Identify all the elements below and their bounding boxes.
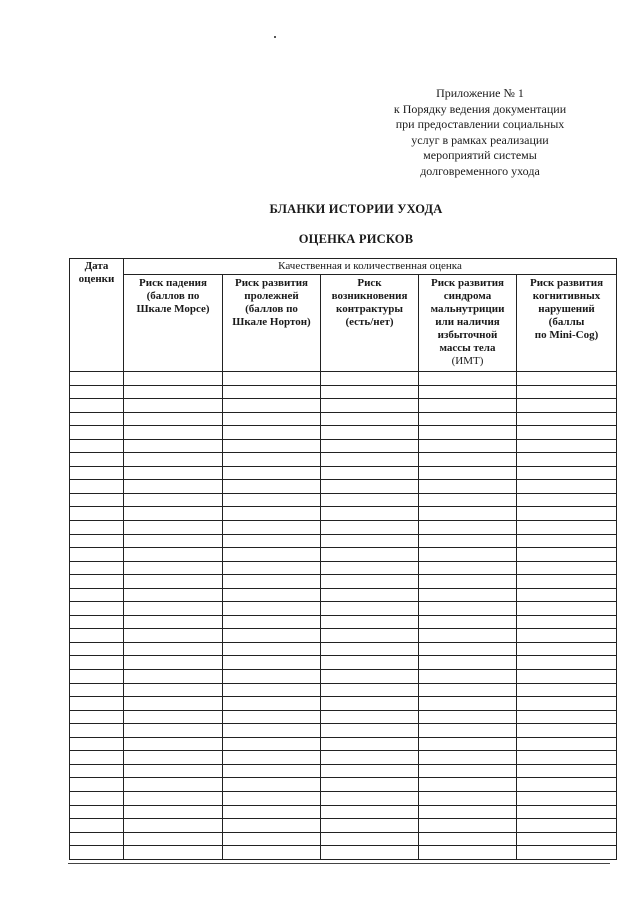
score-cell[interactable]	[223, 832, 321, 846]
score-cell[interactable]	[124, 507, 223, 521]
score-cell[interactable]	[124, 642, 223, 656]
score-cell[interactable]	[124, 521, 223, 535]
appendix-line: при предоставлении социальных	[395, 117, 565, 131]
score-cell[interactable]	[419, 385, 517, 399]
score-cell[interactable]	[419, 561, 517, 575]
score-cell[interactable]	[517, 493, 617, 507]
score-cell[interactable]	[321, 372, 419, 386]
table-row	[70, 737, 617, 751]
score-cell[interactable]	[517, 575, 617, 589]
date-cell[interactable]	[70, 642, 124, 656]
score-cell[interactable]	[517, 805, 617, 819]
score-cell[interactable]	[419, 521, 517, 535]
score-cell[interactable]	[124, 791, 223, 805]
score-cell[interactable]	[223, 602, 321, 616]
date-cell[interactable]	[70, 507, 124, 521]
contracture-risk-header	[321, 275, 419, 372]
score-cell[interactable]	[124, 453, 223, 467]
score-cell[interactable]	[223, 805, 321, 819]
table-row	[70, 399, 617, 413]
header-line: возникновения	[331, 290, 408, 302]
score-cell[interactable]	[517, 819, 617, 833]
score-cell[interactable]	[419, 507, 517, 521]
score-cell[interactable]	[517, 670, 617, 684]
score-cell[interactable]	[223, 466, 321, 480]
score-cell[interactable]	[124, 805, 223, 819]
score-cell[interactable]	[419, 588, 517, 602]
score-cell[interactable]	[223, 819, 321, 833]
score-cell[interactable]	[517, 778, 617, 792]
score-cell[interactable]	[223, 751, 321, 765]
date-cell[interactable]	[70, 629, 124, 643]
score-cell[interactable]	[321, 412, 419, 426]
score-cell[interactable]	[321, 561, 419, 575]
table-row	[70, 561, 617, 575]
table-row	[70, 602, 617, 616]
score-cell[interactable]	[124, 466, 223, 480]
score-cell[interactable]	[223, 480, 321, 494]
date-cell[interactable]	[70, 493, 124, 507]
score-cell[interactable]	[419, 615, 517, 629]
date-cell[interactable]	[70, 710, 124, 724]
score-cell[interactable]	[321, 656, 419, 670]
header-line: (ИМТ)	[451, 355, 484, 367]
score-cell[interactable]	[223, 615, 321, 629]
score-cell[interactable]	[223, 575, 321, 589]
date-cell[interactable]	[70, 575, 124, 589]
score-cell[interactable]	[517, 426, 617, 440]
appendix-note	[360, 86, 600, 179]
cognitive-risk-header	[517, 275, 617, 372]
score-cell[interactable]	[223, 507, 321, 521]
footer-rule	[68, 863, 610, 864]
score-cell[interactable]	[124, 710, 223, 724]
date-column-header	[70, 259, 124, 372]
date-cell[interactable]	[70, 697, 124, 711]
table-row	[70, 670, 617, 684]
table-row	[70, 575, 617, 589]
header-line: Риск развития	[529, 277, 604, 289]
score-cell[interactable]	[223, 724, 321, 738]
score-cell[interactable]	[223, 629, 321, 643]
score-cell[interactable]	[124, 480, 223, 494]
score-cell[interactable]	[321, 724, 419, 738]
score-cell[interactable]	[124, 399, 223, 413]
score-cell[interactable]	[517, 832, 617, 846]
header-line: когнитивных	[532, 290, 601, 302]
table-row	[70, 507, 617, 521]
date-cell[interactable]	[70, 819, 124, 833]
date-cell[interactable]	[70, 385, 124, 399]
score-cell[interactable]	[517, 372, 617, 386]
score-cell[interactable]	[517, 710, 617, 724]
score-cell[interactable]	[419, 791, 517, 805]
score-cell[interactable]	[321, 751, 419, 765]
date-cell[interactable]	[70, 453, 124, 467]
score-cell[interactable]	[124, 534, 223, 548]
score-cell[interactable]	[124, 683, 223, 697]
score-cell[interactable]	[321, 466, 419, 480]
score-cell[interactable]	[419, 412, 517, 426]
score-cell[interactable]	[223, 697, 321, 711]
appendix-line: мероприятий системы	[423, 148, 537, 162]
appendix-line: услуг в рамках реализации	[411, 132, 549, 147]
score-cell[interactable]	[321, 670, 419, 684]
score-cell[interactable]	[124, 439, 223, 453]
header-line: пролежней	[244, 290, 299, 302]
header-line: мальнутриции	[430, 303, 505, 315]
table-row	[70, 385, 617, 399]
score-cell[interactable]	[124, 548, 223, 562]
score-cell[interactable]	[321, 385, 419, 399]
score-cell[interactable]	[124, 832, 223, 846]
score-cell[interactable]	[223, 670, 321, 684]
score-cell[interactable]	[321, 453, 419, 467]
date-cell[interactable]	[70, 751, 124, 765]
date-cell[interactable]	[70, 466, 124, 480]
score-cell[interactable]	[321, 493, 419, 507]
score-cell[interactable]	[124, 670, 223, 684]
score-cell[interactable]	[223, 642, 321, 656]
score-cell[interactable]	[124, 751, 223, 765]
document-title: БЛАНКИ ИСТОРИИ УХОДА	[269, 202, 443, 216]
score-cell[interactable]	[223, 710, 321, 724]
score-cell[interactable]	[419, 602, 517, 616]
score-cell[interactable]	[517, 588, 617, 602]
score-cell[interactable]	[419, 710, 517, 724]
table-row	[70, 656, 617, 670]
table-row	[70, 615, 617, 629]
scan-speck	[274, 36, 276, 38]
header-line: Риск развития	[430, 277, 505, 289]
pressure-ulcer-risk-header	[223, 275, 321, 372]
score-cell[interactable]	[124, 737, 223, 751]
score-cell[interactable]	[223, 683, 321, 697]
score-cell[interactable]	[517, 724, 617, 738]
score-cell[interactable]	[419, 642, 517, 656]
table-row	[70, 453, 617, 467]
score-cell[interactable]	[321, 588, 419, 602]
date-cell[interactable]	[70, 372, 124, 386]
date-cell[interactable]	[70, 724, 124, 738]
table-row	[70, 778, 617, 792]
score-cell[interactable]	[321, 710, 419, 724]
score-cell[interactable]	[223, 778, 321, 792]
score-cell[interactable]	[517, 764, 617, 778]
table-body	[70, 372, 617, 860]
score-cell[interactable]	[223, 846, 321, 860]
table-row	[70, 710, 617, 724]
group-header: Качественная и количественная оценка	[124, 259, 617, 275]
section-title: ОЦЕНКА РИСКОВ	[298, 232, 414, 246]
date-cell[interactable]	[70, 534, 124, 548]
score-cell[interactable]	[517, 846, 617, 860]
risk-assessment-table	[69, 258, 617, 860]
score-cell[interactable]	[419, 453, 517, 467]
score-cell[interactable]	[517, 534, 617, 548]
score-cell[interactable]	[517, 615, 617, 629]
date-cell[interactable]	[70, 615, 124, 629]
table-row	[70, 439, 617, 453]
table-row	[70, 724, 617, 738]
score-cell[interactable]	[419, 764, 517, 778]
table-row	[70, 751, 617, 765]
score-cell[interactable]	[124, 575, 223, 589]
table-row	[70, 805, 617, 819]
score-cell[interactable]	[124, 846, 223, 860]
score-cell[interactable]	[124, 561, 223, 575]
score-cell[interactable]	[321, 439, 419, 453]
score-cell[interactable]	[321, 602, 419, 616]
score-cell[interactable]	[321, 764, 419, 778]
score-cell[interactable]	[124, 615, 223, 629]
header-line: Риск	[357, 277, 382, 289]
score-cell[interactable]	[419, 778, 517, 792]
table-row	[70, 791, 617, 805]
score-cell[interactable]	[223, 412, 321, 426]
table-row	[70, 372, 617, 386]
table-row	[70, 642, 617, 656]
appendix-line: к Порядку ведения документации	[393, 101, 567, 116]
table-row	[70, 588, 617, 602]
score-cell[interactable]	[124, 778, 223, 792]
date-cell[interactable]	[70, 764, 124, 778]
score-cell[interactable]	[419, 426, 517, 440]
header-line: по Mini-Cog)	[534, 329, 599, 341]
score-cell[interactable]	[124, 724, 223, 738]
score-cell[interactable]	[321, 548, 419, 562]
score-cell[interactable]	[419, 629, 517, 643]
header-line: нарушений	[538, 303, 595, 315]
date-cell[interactable]	[70, 521, 124, 535]
fall-risk-header	[124, 275, 223, 372]
score-cell[interactable]	[419, 805, 517, 819]
score-cell[interactable]	[124, 602, 223, 616]
score-cell[interactable]	[321, 778, 419, 792]
table-row	[70, 534, 617, 548]
score-cell[interactable]	[419, 534, 517, 548]
score-cell[interactable]	[517, 466, 617, 480]
score-cell[interactable]	[321, 737, 419, 751]
score-cell[interactable]	[321, 507, 419, 521]
score-cell[interactable]	[517, 656, 617, 670]
date-header-line: Дата	[84, 260, 109, 272]
score-cell[interactable]	[223, 588, 321, 602]
score-cell[interactable]	[321, 521, 419, 535]
date-cell[interactable]	[70, 399, 124, 413]
score-cell[interactable]	[124, 493, 223, 507]
table-row	[70, 493, 617, 507]
score-cell[interactable]	[517, 697, 617, 711]
header-line: избыточной	[437, 329, 498, 341]
table-row	[70, 426, 617, 440]
score-cell[interactable]	[517, 683, 617, 697]
score-cell[interactable]	[419, 832, 517, 846]
score-cell[interactable]	[419, 697, 517, 711]
score-cell[interactable]	[517, 521, 617, 535]
score-cell[interactable]	[419, 819, 517, 833]
table-row	[70, 683, 617, 697]
header-line: (баллов по	[146, 290, 200, 302]
date-cell[interactable]	[70, 548, 124, 562]
score-cell[interactable]	[419, 466, 517, 480]
date-cell[interactable]	[70, 683, 124, 697]
score-cell[interactable]	[321, 683, 419, 697]
score-cell[interactable]	[517, 548, 617, 562]
score-cell[interactable]	[517, 642, 617, 656]
score-cell[interactable]	[517, 480, 617, 494]
score-cell[interactable]	[517, 561, 617, 575]
date-cell[interactable]	[70, 778, 124, 792]
score-cell[interactable]	[223, 439, 321, 453]
appendix-line: Приложение № 1	[436, 86, 524, 100]
score-cell[interactable]	[124, 764, 223, 778]
score-cell[interactable]	[517, 737, 617, 751]
date-header-line: оценки	[78, 273, 115, 285]
table-row	[70, 466, 617, 480]
table-row	[70, 819, 617, 833]
score-cell[interactable]	[321, 791, 419, 805]
score-cell[interactable]	[321, 805, 419, 819]
score-cell[interactable]	[223, 385, 321, 399]
score-cell[interactable]	[321, 480, 419, 494]
header-line: (есть/нет)	[345, 316, 394, 328]
table-row	[70, 764, 617, 778]
date-cell[interactable]	[70, 832, 124, 846]
date-cell[interactable]	[70, 426, 124, 440]
date-cell[interactable]	[70, 805, 124, 819]
score-cell[interactable]	[223, 426, 321, 440]
date-cell[interactable]	[70, 588, 124, 602]
score-cell[interactable]	[419, 737, 517, 751]
score-cell[interactable]	[223, 453, 321, 467]
score-cell[interactable]	[517, 507, 617, 521]
score-cell[interactable]	[223, 521, 321, 535]
table-row	[70, 412, 617, 426]
score-cell[interactable]	[124, 412, 223, 426]
score-cell[interactable]	[321, 534, 419, 548]
score-cell[interactable]	[321, 697, 419, 711]
score-cell[interactable]	[517, 439, 617, 453]
score-cell[interactable]	[517, 412, 617, 426]
score-cell[interactable]	[124, 426, 223, 440]
score-cell[interactable]	[321, 629, 419, 643]
score-cell[interactable]	[321, 832, 419, 846]
header-line: Шкале Морсе)	[136, 303, 210, 315]
header-line: Риск падения	[139, 277, 207, 289]
appendix-line: долговременного ухода	[420, 163, 540, 178]
score-cell[interactable]	[419, 575, 517, 589]
date-cell[interactable]	[70, 480, 124, 494]
score-cell[interactable]	[321, 819, 419, 833]
score-cell[interactable]	[223, 764, 321, 778]
score-cell[interactable]	[517, 629, 617, 643]
score-cell[interactable]	[223, 548, 321, 562]
score-cell[interactable]	[223, 737, 321, 751]
score-cell[interactable]	[124, 588, 223, 602]
header-line: массы тела	[439, 342, 496, 354]
score-cell[interactable]	[419, 480, 517, 494]
table-row	[70, 521, 617, 535]
score-cell[interactable]	[419, 670, 517, 684]
table-row	[70, 697, 617, 711]
score-cell[interactable]	[124, 372, 223, 386]
score-cell[interactable]	[321, 426, 419, 440]
score-cell[interactable]	[223, 493, 321, 507]
score-cell[interactable]	[419, 724, 517, 738]
date-cell[interactable]	[70, 791, 124, 805]
score-cell[interactable]	[223, 399, 321, 413]
score-cell[interactable]	[124, 819, 223, 833]
table-row	[70, 846, 617, 860]
date-cell[interactable]	[70, 602, 124, 616]
score-cell[interactable]	[419, 683, 517, 697]
score-cell[interactable]	[321, 575, 419, 589]
header-line: синдрома	[443, 290, 492, 302]
date-cell[interactable]	[70, 670, 124, 684]
score-cell[interactable]	[321, 615, 419, 629]
header-line: контрактуры	[336, 303, 403, 315]
score-cell[interactable]	[321, 399, 419, 413]
date-cell[interactable]	[70, 846, 124, 860]
table-row	[70, 832, 617, 846]
score-cell[interactable]	[124, 385, 223, 399]
score-cell[interactable]	[517, 791, 617, 805]
score-cell[interactable]	[419, 372, 517, 386]
score-cell[interactable]	[419, 399, 517, 413]
date-cell[interactable]	[70, 561, 124, 575]
score-cell[interactable]	[124, 656, 223, 670]
score-cell[interactable]	[321, 642, 419, 656]
table-row	[70, 629, 617, 643]
score-cell[interactable]	[223, 372, 321, 386]
score-cell[interactable]	[223, 656, 321, 670]
score-cell[interactable]	[223, 534, 321, 548]
header-line: Шкале Нортон)	[232, 316, 311, 328]
score-cell[interactable]	[419, 493, 517, 507]
header-line: Риск развития	[234, 277, 309, 289]
score-cell[interactable]	[419, 439, 517, 453]
header-line: (баллы	[548, 316, 585, 328]
score-cell[interactable]	[223, 561, 321, 575]
date-cell[interactable]	[70, 656, 124, 670]
score-cell[interactable]	[124, 697, 223, 711]
score-cell[interactable]	[419, 548, 517, 562]
date-cell[interactable]	[70, 412, 124, 426]
date-cell[interactable]	[70, 439, 124, 453]
score-cell[interactable]	[419, 656, 517, 670]
score-cell[interactable]	[124, 629, 223, 643]
date-cell[interactable]	[70, 737, 124, 751]
score-cell[interactable]	[517, 453, 617, 467]
score-cell[interactable]	[419, 846, 517, 860]
score-cell[interactable]	[321, 846, 419, 860]
header-line: или наличия	[435, 316, 500, 328]
score-cell[interactable]	[223, 791, 321, 805]
malnutrition-risk-header	[419, 275, 517, 372]
header-line: (баллов по	[245, 303, 298, 315]
score-cell[interactable]	[517, 602, 617, 616]
table-row	[70, 548, 617, 562]
score-cell[interactable]	[419, 751, 517, 765]
score-cell[interactable]	[517, 751, 617, 765]
table-row	[70, 480, 617, 494]
score-cell[interactable]	[517, 385, 617, 399]
score-cell[interactable]	[517, 399, 617, 413]
